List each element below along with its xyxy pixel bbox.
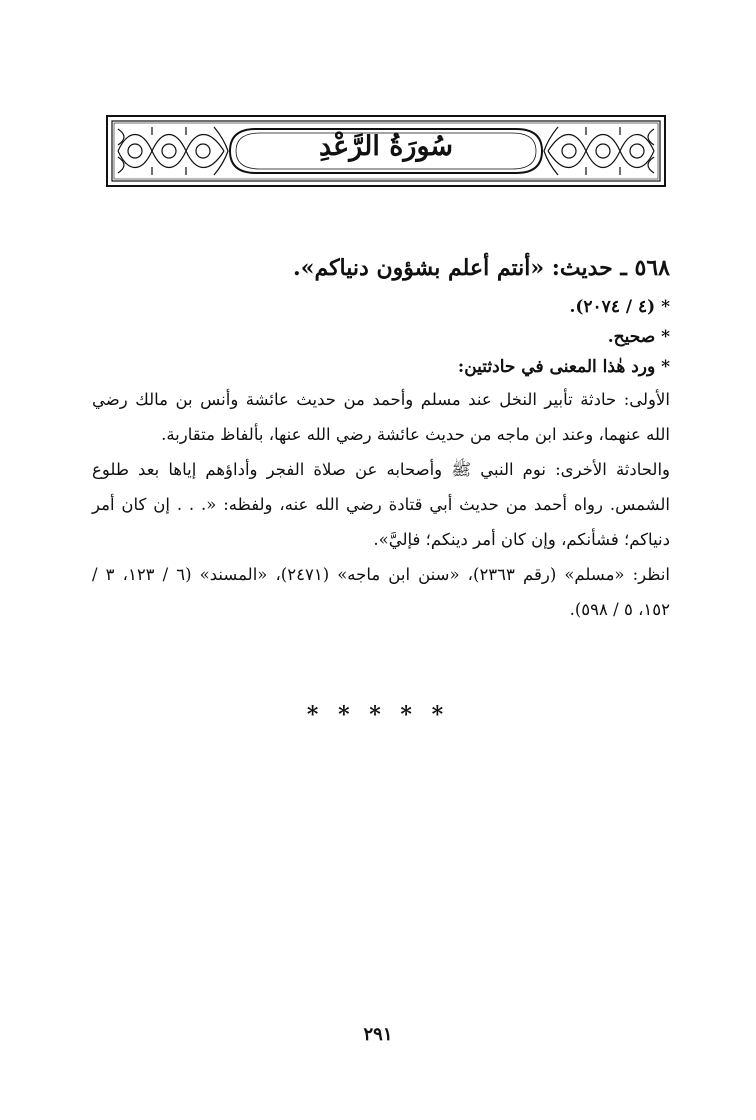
hadith-grade: * صحيح. bbox=[607, 327, 670, 347]
second-incident-paragraph: والحادثة الأخرى: نوم النبي ﷺ وأصحابه عن صلاة الفجر وأداؤهم إياها بعد طلوع الشمس. رواه أحمد من حديث أبي قتادة رضي الله عنه، ولفظه: «. . . إن كان أمر دنياكم؛ فشأنكم، وإن كان أمر دينكم؛ فإليَّ». bbox=[92, 460, 670, 549]
first-incident-paragraph: الأولى: حادثة تأبير النخل عند مسلم وأحمد من حديث عائشة وأنس بن مالك رضي الله عنهما، وعند ابن ماجه من حديث عائشة رضي الله عنها، بألفاظ متقاربة. bbox=[92, 390, 670, 444]
hadith-intro: * ورد هٰذا المعنى في حادثتين: bbox=[457, 357, 670, 377]
section-separator: * * * * * bbox=[306, 702, 450, 728]
hadith-entry bbox=[92, 250, 670, 627]
hadith-reference: * (٤ / ٢٠٧٤). bbox=[569, 297, 670, 317]
surah-header-frame bbox=[106, 115, 666, 187]
page-number: ٢٩١ bbox=[363, 1024, 393, 1045]
surah-title: سُورَةُ الرَّعْدِ bbox=[318, 131, 454, 162]
see-also-paragraph: انظر: «مسلم» (رقم ٢٣٦٣)، «سنن ابن ماجه» (٢٤٧١)، «المسند» (٦ / ١٢٣، ٣ / ١٥٢، ٥ / ٥٩٨). bbox=[92, 565, 670, 619]
hadith-title: ٥٦٨ ـ حديث: «أنتم أعلم بشؤون دنياكم». bbox=[293, 255, 670, 281]
